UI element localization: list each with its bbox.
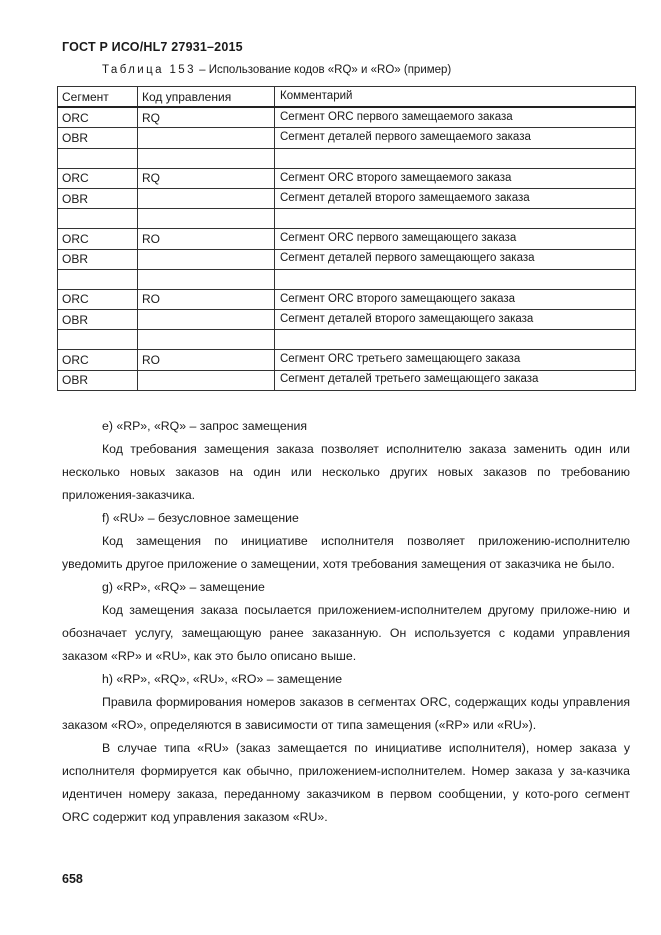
table-row	[58, 330, 636, 350]
body-paragraph: Код требования замещения заказа позволяет исполнителю заказа заменить один или несколько новых заказов на один или несколько других новых заказов по требованию приложения-заказчика.	[62, 442, 630, 502]
cell-segment: OBR	[58, 249, 138, 269]
cell-segment	[58, 330, 138, 350]
cell-segment: ORC	[58, 350, 138, 370]
cell-comment	[275, 148, 636, 168]
body-paragraph: g) «RP», «RQ» – замещение	[102, 580, 265, 594]
data-table	[57, 86, 636, 391]
column-header-comment: Комментарий	[275, 87, 636, 108]
table-caption-label: Таблица 153	[102, 64, 196, 76]
cell-segment: ORC	[58, 168, 138, 188]
table-row	[58, 148, 636, 168]
table-caption	[102, 64, 451, 76]
cell-control-code	[138, 310, 275, 330]
cell-comment	[275, 269, 636, 289]
cell-comment: Сегмент ORC первого замещаемого заказа	[275, 107, 636, 128]
cell-segment	[58, 269, 138, 289]
body-paragraph: e) «RP», «RQ» – запрос замещения	[102, 419, 308, 433]
cell-control-code	[138, 269, 275, 289]
column-header-control-code: Код управления	[138, 87, 275, 108]
table-row	[58, 350, 636, 370]
cell-comment: Сегмент деталей третьего замещающего заказа	[275, 370, 636, 390]
table-caption-dash: –	[199, 64, 206, 76]
cell-comment: Сегмент ORC третьего замещающего заказа	[275, 350, 636, 370]
table-row	[58, 310, 636, 330]
cell-segment: ORC	[58, 229, 138, 249]
table-row	[58, 107, 636, 128]
cell-control-code	[138, 370, 275, 390]
cell-segment: OBR	[58, 128, 138, 148]
cell-comment: Сегмент деталей второго замещаемого заказа	[275, 188, 636, 208]
cell-segment: OBR	[58, 310, 138, 330]
cell-control-code: RO	[138, 289, 275, 309]
cell-control-code: RQ	[138, 107, 275, 128]
table-row	[58, 289, 636, 309]
cell-control-code: RO	[138, 229, 275, 249]
table-row	[58, 229, 636, 249]
cell-comment	[275, 330, 636, 350]
cell-segment: ORC	[58, 107, 138, 128]
cell-segment	[58, 148, 138, 168]
table-header-row	[58, 87, 636, 108]
cell-control-code	[138, 128, 275, 148]
cell-control-code	[138, 148, 275, 168]
body-paragraph: Правила формирования номеров заказов в сегментах ORC, содержащих коды управления заказом «RO», определяются в зависимости от типа замещения («RP» или «RU»).	[62, 695, 630, 732]
table-row	[58, 168, 636, 188]
table-row	[58, 128, 636, 148]
page-number: 658	[62, 872, 83, 886]
table-row	[58, 269, 636, 289]
cell-comment: Сегмент деталей второго замещающего заказа	[275, 310, 636, 330]
cell-comment: Сегмент деталей первого замещающего заказа	[275, 249, 636, 269]
body-text	[62, 415, 630, 829]
cell-segment: OBR	[58, 188, 138, 208]
table-row	[58, 209, 636, 229]
body-paragraph: h) «RP», «RQ», «RU», «RO» – замещение	[102, 672, 343, 686]
table-caption-title: Использование кодов «RQ» и «RO» (пример)	[208, 64, 452, 76]
table-body	[58, 107, 636, 390]
cell-segment: ORC	[58, 289, 138, 309]
table-row	[58, 249, 636, 269]
cell-segment: OBR	[58, 370, 138, 390]
body-paragraph: В случае типа «RU» (заказ замещается по инициативе исполнителя), номер заказа у исполнителя формируется как обычно, приложением-исполнителем. Номер заказа у за-казчика идентичен номеру заказа, переданному заказчиком в первом сообщении, у кото-рого сегмент ORC содержит код управления заказом «RU».	[62, 741, 630, 824]
cell-comment: Сегмент деталей первого замещаемого заказа	[275, 128, 636, 148]
body-paragraph: f) «RU» – безусловное замещение	[102, 511, 299, 525]
cell-control-code	[138, 330, 275, 350]
cell-comment: Сегмент ORC первого замещающего заказа	[275, 229, 636, 249]
cell-comment: Сегмент ORC второго замещающего заказа	[275, 289, 636, 309]
cell-segment	[58, 209, 138, 229]
cell-comment: Сегмент ORC второго замещаемого заказа	[275, 168, 636, 188]
column-header-segment: Сегмент	[58, 87, 138, 108]
cell-control-code	[138, 249, 275, 269]
body-paragraph: Код замещения заказа посылается приложением-исполнителем другому приложе-нию и обозначает услугу, замещающую ранее заказанную. Он используется с кодами управления заказом «RP» и «RU», как это было описано выше.	[62, 603, 630, 663]
cell-control-code: RQ	[138, 168, 275, 188]
cell-control-code	[138, 209, 275, 229]
table-row	[58, 370, 636, 390]
cell-comment	[275, 209, 636, 229]
cell-control-code: RO	[138, 350, 275, 370]
cell-control-code	[138, 188, 275, 208]
table-row	[58, 188, 636, 208]
body-paragraph: Код замещения по инициативе исполнителя позволяет приложению-исполнителю уведомить другое приложение о замещении, хотя требования замещения от заказчика не было.	[62, 534, 630, 571]
document-header: ГОСТ Р ИСО/HL7 27931–2015	[62, 40, 243, 54]
